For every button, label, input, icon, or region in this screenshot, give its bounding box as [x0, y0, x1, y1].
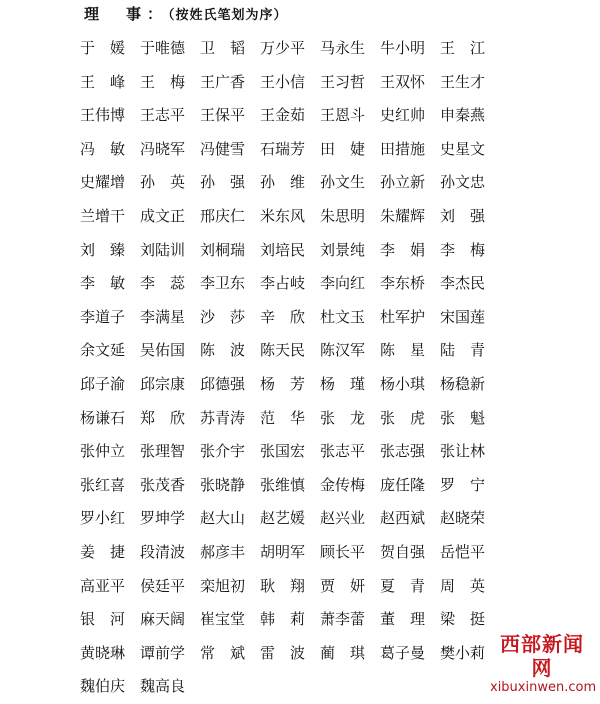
member-name: 萧李蕾	[320, 610, 366, 629]
member-name: 杨 瑾	[320, 374, 366, 393]
member-name: 张 虎	[380, 408, 426, 427]
member-name: 韩 莉	[260, 610, 306, 629]
member-name: 张红喜	[80, 475, 126, 494]
member-name: 孙文生	[320, 173, 366, 192]
member-name: 杜文玉	[320, 307, 366, 326]
member-name: 陈 星	[380, 341, 426, 360]
member-name: 孙立新	[380, 173, 426, 192]
member-name: 刘 强	[440, 206, 486, 225]
member-name: 魏伯庆	[80, 677, 126, 696]
member-name: 崔宝堂	[200, 610, 246, 629]
member-name: 李 娟	[380, 240, 426, 259]
member-name: 刘陆训	[140, 240, 186, 259]
member-name: 范 华	[260, 408, 306, 427]
section-heading	[84, 3, 288, 27]
member-name: 于唯德	[140, 39, 186, 57]
member-name: 李 梅	[440, 240, 486, 259]
member-name: 田 婕	[320, 139, 366, 158]
member-name: 王双怀	[380, 72, 426, 91]
member-name: 赵艺媛	[260, 509, 306, 528]
member-name: 夏 青	[380, 576, 426, 595]
member-name: 张晓静	[200, 475, 246, 494]
member-name: 王习哲	[320, 72, 366, 91]
member-name: 成文正	[140, 206, 186, 225]
member-name: 耿 翔	[260, 576, 306, 595]
member-name: 雷 波	[260, 643, 306, 662]
member-name: 李 敏	[80, 274, 126, 293]
member-name: 宋国莲	[440, 307, 486, 326]
member-name: 段清波	[140, 542, 186, 561]
member-name: 孙文忠	[440, 173, 486, 192]
member-name: 牛小明	[380, 39, 426, 57]
member-name: 杜军护	[380, 307, 426, 326]
member-name: 银 河	[80, 610, 126, 629]
member-name: 冯晓军	[140, 139, 186, 158]
member-name: 李卫东	[200, 274, 246, 293]
member-name: 朱思明	[320, 206, 366, 225]
member-name: 李东桥	[380, 274, 426, 293]
member-name: 蔺 琪	[320, 643, 366, 662]
member-name: 郝彦丰	[200, 542, 246, 561]
member-name: 罗小红	[80, 509, 126, 528]
member-name: 岳恺平	[440, 542, 486, 561]
member-name: 麻天阔	[140, 610, 186, 629]
member-name: 罗 宁	[440, 475, 486, 494]
member-name: 申秦燕	[440, 106, 486, 125]
member-name: 张介宇	[200, 442, 246, 461]
member-name: 葛子曼	[380, 643, 426, 662]
member-name: 李占岐	[260, 274, 306, 293]
member-name: 张志强	[380, 442, 426, 461]
member-name: 邢庆仁	[200, 206, 246, 225]
site-watermark	[490, 632, 597, 696]
member-name: 张 魁	[440, 408, 486, 427]
member-name: 王 峰	[80, 72, 126, 91]
member-name: 王伟博	[80, 106, 126, 125]
member-name: 侯廷平	[140, 576, 186, 595]
member-name: 谭前学	[140, 643, 186, 662]
member-name: 栾旭初	[200, 576, 246, 595]
member-name: 姜 捷	[80, 542, 126, 561]
member-name: 王生才	[440, 72, 486, 91]
heading-title: 理 事：	[84, 5, 169, 23]
member-name: 吴佑国	[140, 341, 186, 360]
member-name: 邱宗康	[140, 374, 186, 393]
member-name: 苏青涛	[200, 408, 246, 427]
member-name: 魏高良	[140, 677, 186, 696]
member-name: 黄晓琳	[80, 643, 126, 662]
member-name: 董 理	[380, 610, 426, 629]
member-name: 金传梅	[320, 475, 366, 494]
member-name: 张 龙	[320, 408, 366, 427]
member-name: 李向红	[320, 274, 366, 293]
member-name: 史星文	[440, 139, 486, 158]
member-name: 王小信	[260, 72, 306, 91]
member-name: 马永生	[320, 39, 366, 57]
member-name: 余文延	[80, 341, 126, 360]
member-name: 罗坤学	[140, 509, 186, 528]
member-name: 张维慎	[260, 475, 306, 494]
member-name: 刘桐瑞	[200, 240, 246, 259]
member-name: 张国宏	[260, 442, 306, 461]
member-name: 梁 挺	[440, 610, 486, 629]
member-name: 孙 强	[200, 173, 246, 192]
member-name: 刘培民	[260, 240, 306, 259]
member-name: 郑 欣	[140, 408, 186, 427]
member-name: 王保平	[200, 106, 246, 125]
member-name: 陆 青	[440, 341, 486, 360]
member-name: 王广香	[200, 72, 246, 91]
member-name: 赵大山	[200, 509, 246, 528]
member-name: 李杰民	[440, 274, 486, 293]
member-name: 赵西斌	[380, 509, 426, 528]
member-name: 赵晓荣	[440, 509, 486, 528]
member-name: 张茂香	[140, 475, 186, 494]
member-name: 朱耀辉	[380, 206, 426, 225]
member-name: 万少平	[260, 39, 306, 57]
watermark-url: xibuxinwen.com	[490, 680, 597, 695]
member-name: 胡明军	[260, 542, 306, 561]
member-name: 史红帅	[380, 106, 426, 125]
name-list	[80, 32, 500, 704]
member-name: 石瑞芳	[260, 139, 306, 158]
member-name: 刘 臻	[80, 240, 126, 259]
member-name: 米东风	[260, 206, 306, 225]
member-name: 陈汉军	[320, 341, 366, 360]
heading-note: （按姓氏笔划为序）	[168, 8, 288, 23]
member-name: 李道子	[80, 307, 126, 326]
member-name: 卫 韬	[200, 39, 246, 57]
member-name: 于 媛	[80, 39, 126, 57]
member-name: 田措施	[380, 139, 426, 158]
member-name: 杨 芳	[260, 374, 306, 393]
member-name: 杨小琪	[380, 374, 426, 393]
member-name: 张志平	[320, 442, 366, 461]
member-name: 贾 妍	[320, 576, 366, 595]
member-name: 陈天民	[260, 341, 306, 360]
member-name: 顾长平	[320, 542, 366, 561]
member-name: 李满星	[140, 307, 186, 326]
member-name: 兰增干	[80, 206, 126, 225]
member-name: 王金茹	[260, 106, 306, 125]
member-name: 孙 维	[260, 173, 306, 192]
member-name: 庞任隆	[380, 475, 426, 494]
member-name: 孙 英	[140, 173, 186, 192]
member-name: 杨稳新	[440, 374, 486, 393]
member-name: 辛 欣	[260, 307, 306, 326]
member-name: 刘景纯	[320, 240, 366, 259]
member-name: 邱德强	[200, 374, 246, 393]
member-name: 沙 莎	[200, 307, 246, 326]
member-name: 张让林	[440, 442, 486, 461]
member-name: 张仲立	[80, 442, 126, 461]
member-name: 陈 波	[200, 341, 246, 360]
member-name: 史耀增	[80, 173, 126, 192]
member-name: 樊小莉	[440, 643, 486, 662]
member-name: 王 梅	[140, 72, 186, 91]
member-name: 高亚平	[80, 576, 126, 595]
member-name: 李 蕊	[140, 274, 186, 293]
member-name: 王恩斗	[320, 106, 366, 125]
member-name: 杨谦石	[80, 408, 126, 427]
member-name: 张理智	[140, 442, 186, 461]
member-name: 邱子渝	[80, 374, 126, 393]
member-name: 贺自强	[380, 542, 426, 561]
member-name: 王志平	[140, 106, 186, 125]
member-name: 冯健雪	[200, 139, 246, 158]
member-name: 赵兴业	[320, 509, 366, 528]
member-name: 王 江	[440, 39, 486, 57]
member-name: 周 英	[440, 576, 486, 595]
member-name: 冯 敏	[80, 139, 126, 158]
member-name: 常 斌	[200, 643, 246, 662]
watermark-title: 西部新闻网	[500, 632, 584, 680]
